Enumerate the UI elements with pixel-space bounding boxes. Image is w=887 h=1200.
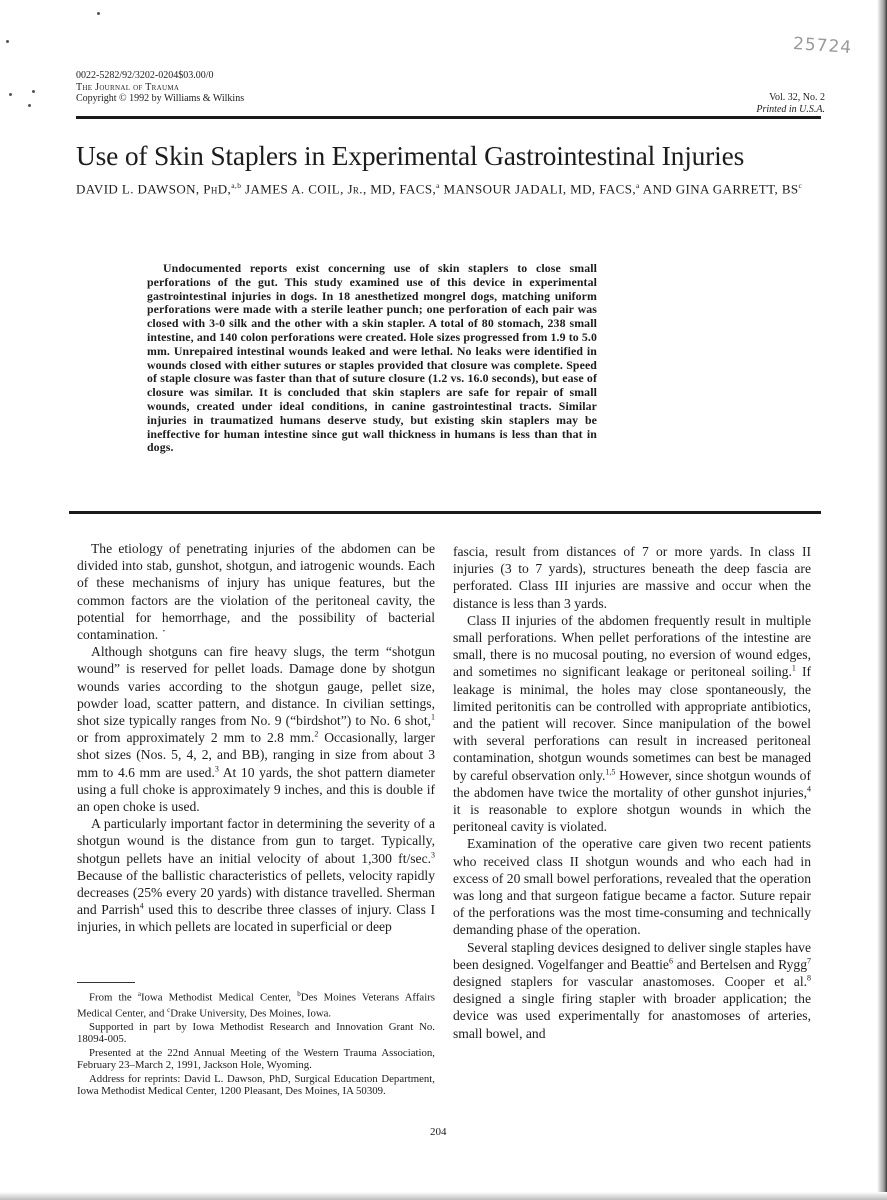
reference-mark: c: [167, 1006, 171, 1014]
reference-mark: 3: [214, 764, 219, 774]
body-paragraph: [453, 612, 811, 836]
footnote: [77, 988, 435, 1020]
author-affiliation-mark: c: [798, 181, 803, 190]
scan-bottom-shadow: [0, 1192, 887, 1200]
abstract-rule: [69, 511, 821, 514]
author-degree: PhD,: [203, 181, 232, 197]
body-column-right: [453, 543, 811, 1042]
scan-speck: [97, 12, 100, 15]
author-affiliation-mark: a: [436, 181, 440, 190]
text-run: Class II injuries of the abdomen frequently result in multiple small perforations. When pellet perforations of the intestine are small, there is no mucosal pouting, no eversion of wound edges, and sometimes no significant leakage or peritoneal soiling.: [453, 612, 811, 680]
reference-mark: 1: [431, 712, 435, 722]
scan-edge-shadow: [877, 0, 887, 1200]
footnote-rule: [77, 982, 135, 983]
author-name: DAVID L. DAWSON,: [76, 181, 204, 197]
text-run: Des Moines Veterans Affairs Medical Center, and: [77, 991, 435, 1020]
author-affiliation-mark: a: [636, 181, 640, 190]
author-separator: AND: [639, 181, 676, 197]
text-run: From the: [89, 991, 138, 1004]
reference-mark: 7: [807, 956, 811, 966]
text-run: Occasionally, larger shot sizes (Nos. 5, 4, 2, and BB), ranging in size from about 3 mm to 4.6 mm are used.: [77, 730, 435, 780]
body-paragraph: [77, 643, 435, 815]
author-name: GINA GARRETT,: [675, 181, 782, 197]
text-run: and Bertelsen and Rygg: [672, 956, 807, 972]
reference-mark: 2: [314, 729, 319, 739]
body-paragraph: [453, 835, 811, 938]
journal-code: 0022-5282/92/3202-0204$03.00/0: [76, 70, 214, 81]
text-run: Iowa Methodist Medical Center,: [140, 991, 298, 1004]
journal-copyright: Copyright © 1992 by Williams & Wilkins: [76, 93, 245, 104]
text-run: it is reasonable to explore shotgun wounds in which the peritoneal cavity is violated.: [453, 802, 811, 835]
scan-speck: [32, 90, 35, 93]
text-run: At 10 yards, the shot pattern diameter using a full choke is approximately 9 inches, and this is double if an open choke is used.: [77, 764, 435, 815]
text-run: Address for reprints: David L. Dawson, PhD, Surgical Education Department, Iowa Methodist Medical Center, 1200 Pleasant, Des Moines, IA 50309.: [77, 1072, 435, 1098]
handwritten-note: 25724: [792, 33, 853, 59]
author-affiliation-mark: a,b: [231, 181, 242, 190]
printed-in: Printed in U.S.A.: [756, 103, 825, 115]
abstract: Undocumented reports exist concerning use of skin staplers to close small perforations of the gut. This study examined use of this device in experimental gastrointestinal injuries in dogs. In 18 anesthetized mongrel dogs, matching uniform perforations were made with a sterile leather punch; one perforation of each pair was closed with 3-0 silk and the other with a skin stapler. A total of 80 stomach, 238 small intestine, and 140 colon perforations were created. Hole sizes progressed from 1.9 to 5.0 mm. Unrepaired intestinal wounds leaked and were lethal. No leaks were identified in wounds closed with either sutures or staples provided that closure was complete. Speed of staple closure was faster than that of suture closure (1.2 vs. 16.0 seconds), but ease of closure was similar. It is concluded that skin staplers are safe for repair of small wounds, created under ideal conditions, in canine gastrointestinal tracts. Similar injuries in traumatized humans deserve study, but existing skin staplers may be ineffective for human intestine since gut wall thickness in humans is less than that in dogs.: [147, 261, 597, 455]
text-run: used this to describe three classes of injury. Class I injuries, in which pellets are located in superficial or deep: [77, 902, 435, 935]
text-run: A particularly important factor in determining the severity of a shotgun wound is the distance from gun to target. Typically, shotgun pellets have an initial velocity of about 1,300 ft/sec.: [77, 816, 435, 866]
scan-speck: [28, 104, 31, 107]
reference-mark: 6: [668, 956, 673, 966]
text-run: Several stapling devices designed to deliver single staples have been designed. Vogelfanger and Beattie: [453, 939, 811, 972]
reference-mark: 8: [807, 973, 811, 983]
reference-mark: 1: [791, 663, 796, 673]
text-run: Presented at the 22nd Annual Meeting of the Western Trauma Association, February 23–March 2, 1991, Jackson Hole, Wyoming.: [77, 1046, 435, 1072]
journal-info: [76, 70, 244, 105]
text-run: However, since shotgun wounds of the abdomen have twice the mortality of other gunshot injuries,: [453, 767, 811, 800]
reference-mark: a: [137, 990, 141, 998]
text-run: If leakage is minimal, the holes may close spontaneously, the limited peritonitis can be controlled with appropriate antibiotics, and the patient will recover. Since manipulation of the bowel with several perforations can result in increased peritoneal contamination, shotgun wounds sometimes can best be managed by careful observation only.: [453, 664, 812, 783]
journal-name: The Journal of Trauma: [76, 81, 180, 93]
text-run: Because of the ballistic characteristics of pellets, velocity rapidly decreases (25% every 20 yards) with distance travelled. Sherman and Parrish: [77, 867, 435, 918]
scan-speck: [9, 93, 12, 96]
text-run: Although shotguns can fire heavy slugs, the term “shotgun wound” is reserved for pellet loads. Damage done by shotgun wounds varies according to the shotgun gauge, pellet size, powder load, scatter pattern, and distance. In civilian settings, shot size typically ranges from No. 9 (“birdshot”) to No. 6 shot,: [77, 644, 435, 729]
article-title: Use of Skin Staplers in Experimental Gastrointestinal Injuries: [76, 140, 745, 171]
volume-number: Vol. 32, No. 2: [769, 92, 825, 103]
author-degree: BS: [781, 181, 799, 197]
text-run: or from approximately 2 mm to 2.8 mm.: [77, 730, 315, 746]
text-run: Supported in part by Iowa Methodist Research and Innovation Grant No. 18094-005.: [77, 1021, 435, 1046]
author-degree: Jr.,: [347, 181, 367, 197]
author-list: [76, 178, 836, 197]
reference-mark: 1,5: [605, 767, 616, 777]
author-name: MD, FACS,: [370, 181, 437, 197]
footnote: [77, 1073, 435, 1098]
footnote: [77, 1021, 435, 1046]
text-run: designed staplers for vascular anastomoses. Cooper et al.: [453, 974, 807, 990]
text-run: fascia, result from distances of 7 or more yards. In class II injuries (3 to 7 yards), structures beneath the deep fascia are perforated. Class III injuries are massive and occur when the distance is less than 3 yards.: [453, 544, 811, 611]
reference-mark: 4: [139, 901, 144, 911]
header-rule: [76, 116, 821, 119]
scan-speck: [6, 40, 9, 43]
text-run: Drake University, Des Moines, Iowa.: [170, 1007, 332, 1020]
body-column-left: [77, 540, 435, 936]
reference-mark: b: [297, 990, 301, 998]
body-paragraph: [77, 540, 435, 643]
reference-mark: 4: [807, 784, 811, 794]
body-paragraph: [77, 815, 435, 935]
body-paragraph: [453, 939, 811, 1042]
body-paragraph: [453, 543, 811, 612]
footnotes: [77, 988, 435, 1098]
text-run: designed a single firing stapler with broader application; the device was used experimentally for anastomoses of arteries, small bowel, and: [453, 991, 811, 1041]
footnote: [77, 1047, 435, 1072]
author-name: MANSOUR JADALI, MD, FACS,: [443, 181, 637, 197]
volume-info: [756, 92, 825, 115]
text-run: The etiology of penetrating injuries of the abdomen can be divided into stab, gunshot, shotgun, and iatrogenic wounds. Each of these mechanisms of injury has unique features, but the common factors are the violation of the peritoneal cavity, the potential for hemorrhage, and the possibility of bacterial contamination. ˙: [77, 541, 435, 643]
page-number: 204: [430, 1126, 447, 1138]
text-run: Examination of the operative care given two recent patients who received class II shotgun wounds and who each had in excess of 20 small bowel perforations, revealed that the operation was long and that surgeon fatigue became a factor. Suture repair of the perforations was the most time-consuming and technically demanding phase of the operation.: [453, 836, 811, 938]
author-name: JAMES A. COIL,: [245, 181, 348, 197]
reference-mark: 3: [431, 850, 435, 860]
